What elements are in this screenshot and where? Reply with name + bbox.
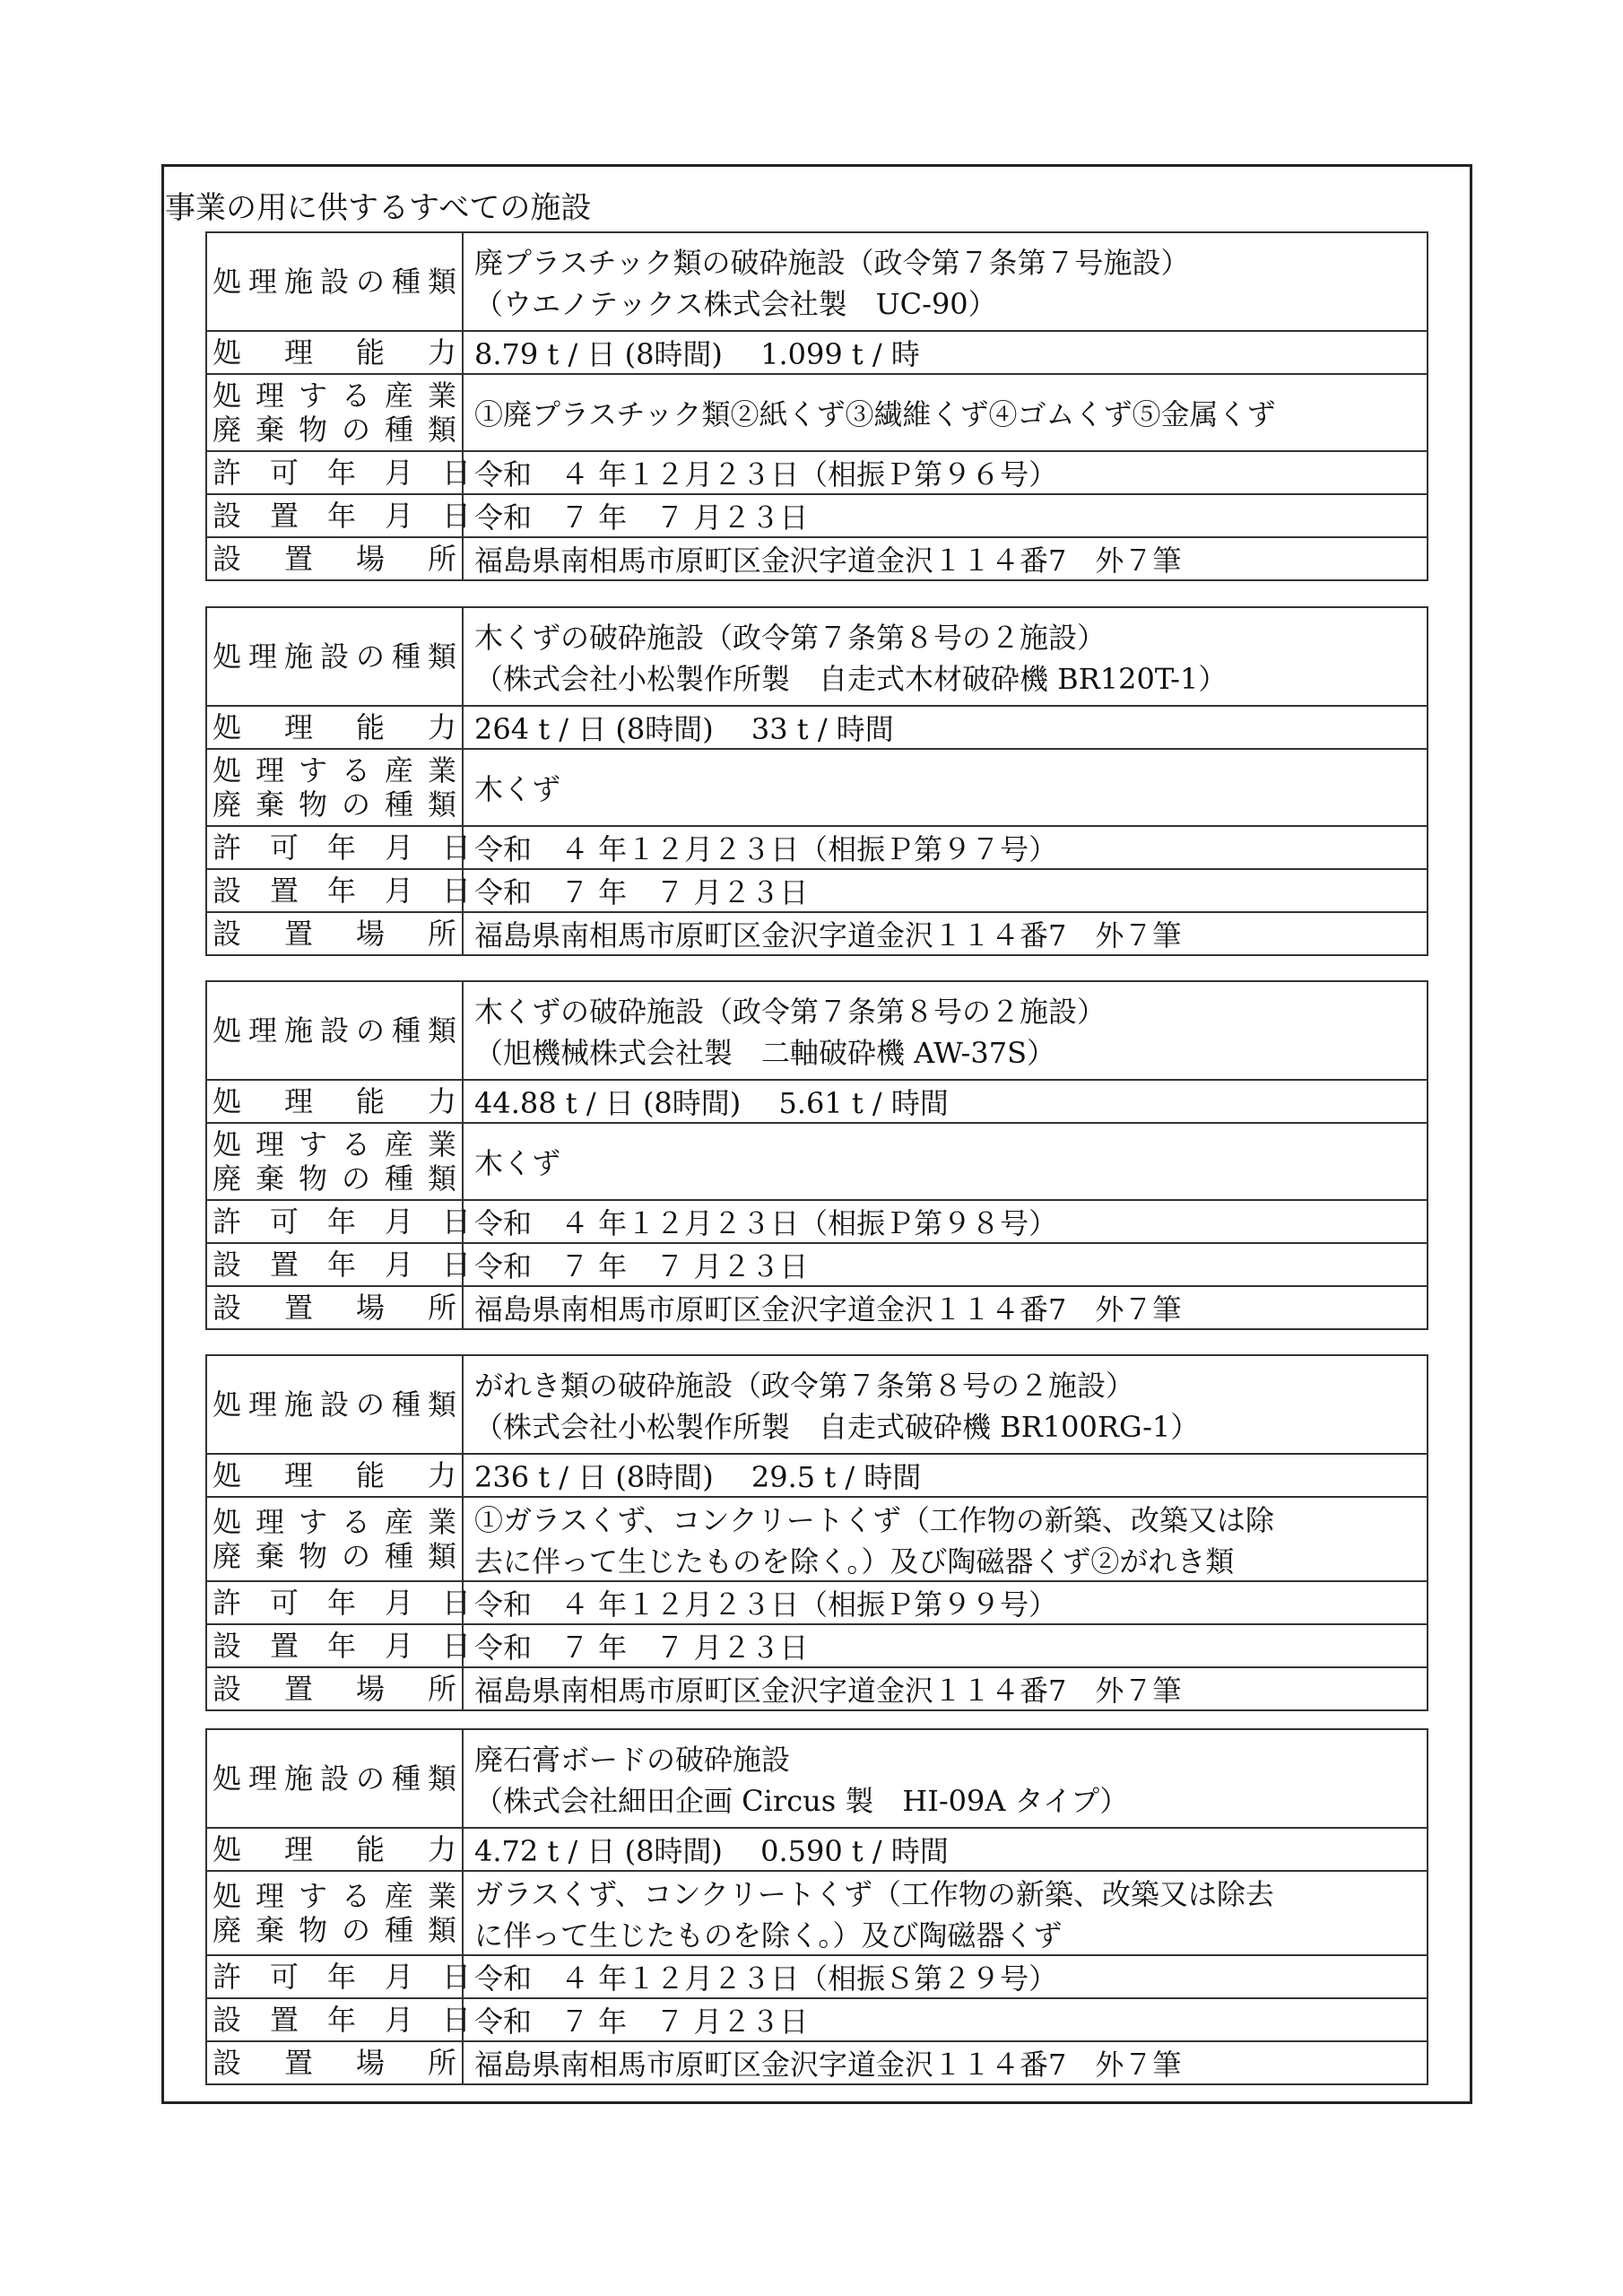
waste-type-value: ①廃プラスチック類②紙くず③繊維くず④ゴムくず⑤金属くず	[463, 374, 1428, 451]
permit-date-label: 許 可 年 月 日	[206, 451, 463, 494]
location-label: 設 置 場 所	[206, 1667, 463, 1710]
install-date-row	[206, 494, 1428, 537]
waste-type-row	[206, 1497, 1428, 1581]
capacity-value: 236 t / 日 (8時間) 29.5 t / 時間	[463, 1454, 1428, 1497]
install-date-value: 令和 ７ 年 ７ 月２３日	[463, 1624, 1428, 1667]
location-row	[206, 1286, 1428, 1329]
install-date-row	[206, 869, 1428, 912]
install-date-row	[206, 1243, 1428, 1286]
waste-type-row	[206, 1871, 1428, 1955]
location-row	[206, 537, 1428, 580]
type-label: 処理施設の種類	[206, 981, 463, 1080]
location-row	[206, 912, 1428, 955]
permit-date-value: 令和 ４ 年１２月２３日（相振Ｐ第９６号）	[463, 451, 1428, 494]
capacity-row	[206, 1454, 1428, 1497]
install-date-label: 設 置 年 月 日	[206, 1624, 463, 1667]
location-value: 福島県南相馬市原町区金沢字道金沢１１４番7 外７筆	[463, 1667, 1428, 1710]
capacity-label: 処 理 能 力	[206, 1454, 463, 1497]
waste-type-value: ①ガラスくず、コンクリートくず（工作物の新築、改築又は除 去に伴って生じたものを除く。）及び陶磁器くず②がれき類	[463, 1497, 1428, 1581]
capacity-row	[206, 706, 1428, 749]
install-date-label: 設 置 年 月 日	[206, 1998, 463, 2041]
capacity-label: 処 理 能 力	[206, 1080, 463, 1123]
facility-type-row	[206, 1355, 1428, 1454]
type-value: 木くずの破砕施設（政令第７条第８号の２施設） （株式会社小松製作所製 自走式木材破砕機 BR120T-1）	[463, 607, 1428, 706]
capacity-value: 8.79 t / 日 (8時間) 1.099 t / 時	[463, 331, 1428, 374]
type-value: 廃石膏ボードの破砕施設 （株式会社細田企画 Circus 製 HI-09A タイプ）	[463, 1729, 1428, 1828]
permit-date-label: 許 可 年 月 日	[206, 1581, 463, 1624]
capacity-row	[206, 331, 1428, 374]
location-value: 福島県南相馬市原町区金沢字道金沢１１４番7 外７筆	[463, 912, 1428, 955]
waste-type-value: 木くず	[463, 749, 1428, 826]
type-label: 処理施設の種類	[206, 607, 463, 706]
permit-date-row	[206, 1955, 1428, 1998]
location-value: 福島県南相馬市原町区金沢字道金沢１１４番7 外７筆	[463, 537, 1428, 580]
waste-type-row	[206, 1123, 1428, 1200]
permit-date-label: 許 可 年 月 日	[206, 826, 463, 869]
permit-date-row	[206, 826, 1428, 869]
location-row	[206, 2041, 1428, 2084]
waste-type-value: 木くず	[463, 1123, 1428, 1200]
waste-type-label: 処理する産業 廃棄物の種類	[206, 374, 463, 451]
install-date-row	[206, 1624, 1428, 1667]
permit-date-row	[206, 1200, 1428, 1243]
facility-type-row	[206, 232, 1428, 331]
install-date-label: 設 置 年 月 日	[206, 1243, 463, 1286]
facility-type-row	[206, 1729, 1428, 1828]
facility-table	[205, 1728, 1428, 2085]
waste-type-label: 処理する産業 廃棄物の種類	[206, 1871, 463, 1955]
capacity-label: 処 理 能 力	[206, 331, 463, 374]
type-value: 木くずの破砕施設（政令第７条第８号の２施設） （旭機械株式会社製 二軸破砕機 AW-37S）	[463, 981, 1428, 1080]
capacity-row	[206, 1828, 1428, 1871]
location-label: 設 置 場 所	[206, 537, 463, 580]
permit-date-row	[206, 451, 1428, 494]
waste-type-row	[206, 374, 1428, 451]
install-date-value: 令和 ７ 年 ７ 月２３日	[463, 869, 1428, 912]
permit-date-label: 許 可 年 月 日	[206, 1955, 463, 1998]
install-date-value: 令和 ７ 年 ７ 月２３日	[463, 494, 1428, 537]
facility-type-row	[206, 607, 1428, 706]
permit-date-row	[206, 1581, 1428, 1624]
type-value: がれき類の破砕施設（政令第７条第８号の２施設） （株式会社小松製作所製 自走式破砕機 BR100RG-1）	[463, 1355, 1428, 1454]
location-label: 設 置 場 所	[206, 1286, 463, 1329]
capacity-value: 44.88 t / 日 (8時間) 5.61 t / 時間	[463, 1080, 1428, 1123]
install-date-label: 設 置 年 月 日	[206, 869, 463, 912]
capacity-value: 264 t / 日 (8時間) 33 t / 時間	[463, 706, 1428, 749]
waste-type-value: ガラスくず、コンクリートくず（工作物の新築、改築又は除去 に伴って生じたものを除く。）及び陶磁器くず	[463, 1871, 1428, 1955]
waste-type-label: 処理する産業 廃棄物の種類	[206, 1497, 463, 1581]
permit-date-value: 令和 ４ 年１２月２３日（相振Ｐ第９８号）	[463, 1200, 1428, 1243]
permit-date-value: 令和 ４ 年１２月２３日（相振Ｓ第２９号）	[463, 1955, 1428, 1998]
type-label: 処理施設の種類	[206, 1729, 463, 1828]
location-label: 設 置 場 所	[206, 2041, 463, 2084]
waste-type-label: 処理する産業 廃棄物の種類	[206, 1123, 463, 1200]
capacity-value: 4.72 t / 日 (8時間) 0.590 t / 時間	[463, 1828, 1428, 1871]
location-value: 福島県南相馬市原町区金沢字道金沢１１４番7 外７筆	[463, 2041, 1428, 2084]
capacity-label: 処 理 能 力	[206, 1828, 463, 1871]
type-label: 処理施設の種類	[206, 232, 463, 331]
permit-date-value: 令和 ４ 年１２月２３日（相振Ｐ第９９号）	[463, 1581, 1428, 1624]
install-date-label: 設 置 年 月 日	[206, 494, 463, 537]
location-label: 設 置 場 所	[206, 912, 463, 955]
facility-table	[205, 1354, 1428, 1711]
permit-date-value: 令和 ４ 年１２月２３日（相振Ｐ第９７号）	[463, 826, 1428, 869]
type-value: 廃プラスチック類の破砕施設（政令第７条第７号施設） （ウエノテックス株式会社製 UC-90）	[463, 232, 1428, 331]
install-date-row	[206, 1998, 1428, 2041]
install-date-value: 令和 ７ 年 ７ 月２３日	[463, 1243, 1428, 1286]
capacity-label: 処 理 能 力	[206, 706, 463, 749]
location-value: 福島県南相馬市原町区金沢字道金沢１１４番7 外７筆	[463, 1286, 1428, 1329]
facility-table	[205, 606, 1428, 956]
location-row	[206, 1667, 1428, 1710]
page-title: 事業の用に供するすべての施設	[165, 190, 592, 226]
facility-type-row	[206, 981, 1428, 1080]
facility-table	[205, 980, 1428, 1330]
facility-table	[205, 231, 1428, 581]
install-date-value: 令和 ７ 年 ７ 月２３日	[463, 1998, 1428, 2041]
waste-type-label: 処理する産業 廃棄物の種類	[206, 749, 463, 826]
type-label: 処理施設の種類	[206, 1355, 463, 1454]
capacity-row	[206, 1080, 1428, 1123]
permit-date-label: 許 可 年 月 日	[206, 1200, 463, 1243]
waste-type-row	[206, 749, 1428, 826]
